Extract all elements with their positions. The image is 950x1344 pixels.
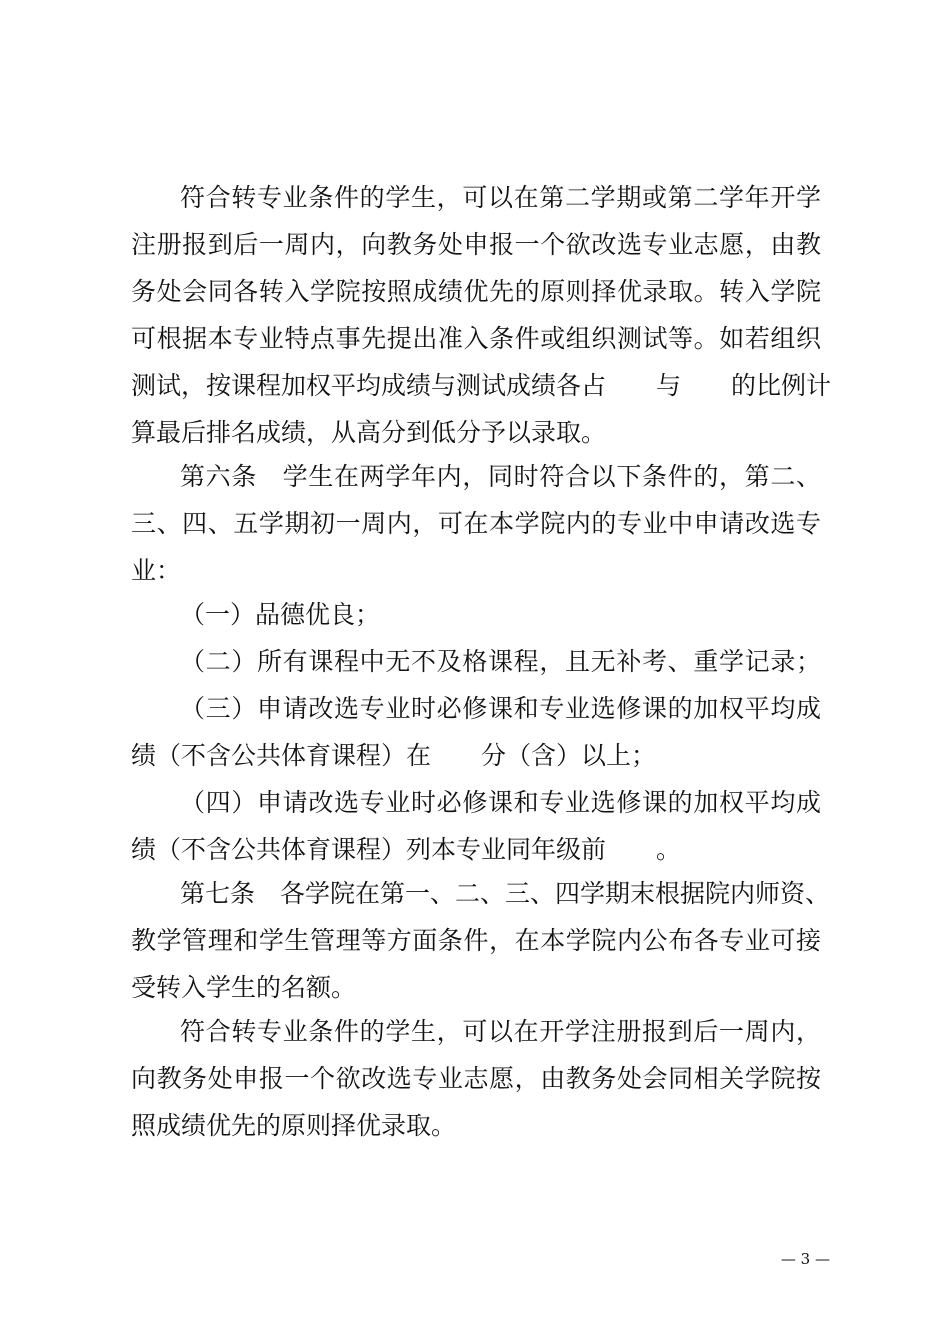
list-item: （二）所有课程中无不及格课程，且无补考、重学记录； [180, 647, 821, 676]
paragraph-line: 照成绩优先的原则择优录取。 [131, 1111, 457, 1140]
paragraph-line: 符合转专业条件的学生，可以在开学注册报到后一周内， [180, 1017, 821, 1046]
paragraph-line: 向教务处申报一个欲改选专业志愿，由教务处会同相关学院按 [131, 1064, 821, 1093]
list-item-continuation: 绩（不含公共体育课程）列本专业同年级前 。 [131, 835, 682, 864]
article-7-line: 第七条 各学院在第一、二、三、四学期末根据院内师资、 [180, 879, 831, 908]
list-item: （一）品德优良； [180, 600, 381, 629]
paragraph-line: 可根据本专业特点事先提出准入条件或组织测试等。如若组织 [131, 324, 821, 353]
article-7-line: 受转入学生的名额。 [131, 973, 357, 1002]
list-item-continuation: 绩（不含公共体育课程）在 分（含）以上； [131, 741, 657, 770]
article-7-line: 教学管理和学生管理等方面条件，在本学院内公布各专业可接 [131, 926, 821, 955]
list-item: （三）申请改选专业时必修课和专业选修课的加权平均成 [180, 694, 821, 723]
page-number: — 3 — [780, 1250, 830, 1268]
article-6-line: 三、四、五学期初一周内，可在本学院内的专业中申请改选专 [131, 509, 821, 538]
paragraph-line: 务处会同各转入学院按照成绩优先的原则择优录取。转入学院 [131, 277, 821, 306]
article-6-line: 第六条 学生在两学年内，同时符合以下条件的，第二、 [180, 462, 821, 491]
paragraph-line: 符合转专业条件的学生，可以在第二学期或第二学年开学 [180, 183, 821, 212]
article-6-line: 业： [131, 556, 182, 585]
paragraph-line: 注册报到后一周内，向教务处申报一个欲改选专业志愿，由教 [131, 230, 821, 259]
paragraph-line: 测试，按课程加权平均成绩与测试成绩各占 与 的比例计 [131, 371, 832, 400]
list-item: （四）申请改选专业时必修课和专业选修课的加权平均成 [180, 788, 821, 817]
paragraph-line: 算最后排名成绩，从高分到低分予以录取。 [131, 418, 607, 447]
